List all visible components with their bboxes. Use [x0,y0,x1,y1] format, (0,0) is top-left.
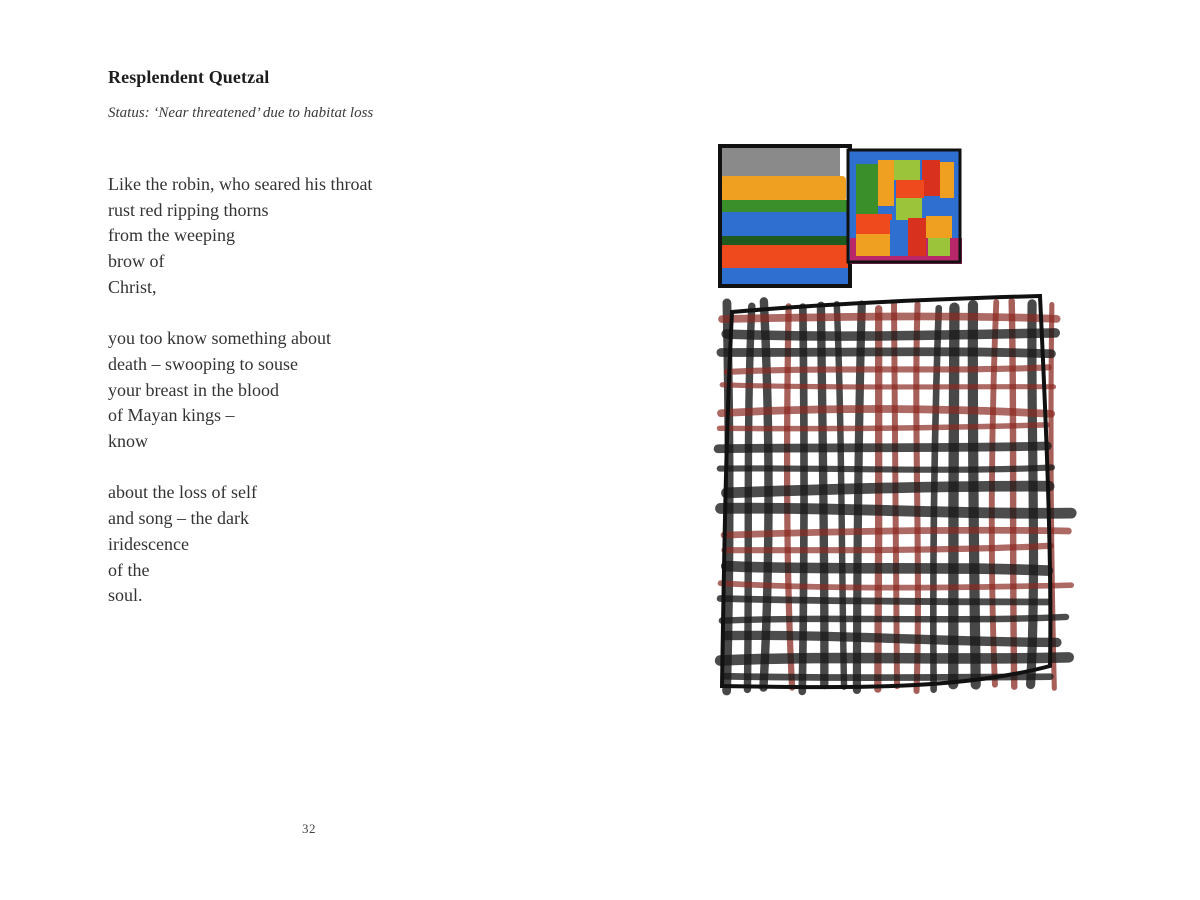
plaid-stroke [720,599,1049,602]
blue-band [720,212,848,238]
patch [926,216,952,238]
poem-line: of Mayan kings – [108,405,235,426]
plaid-stroke [727,367,1049,372]
poem-line: soul. [108,585,143,606]
poem-line: brow of [108,251,165,272]
green-band [720,200,848,214]
striped-block-illustration [720,146,852,286]
stanza [108,326,372,455]
patch [856,164,878,214]
poem-line: Like the robin, who seared his throat [108,174,373,194]
patch [894,160,920,180]
plaid-stroke [1012,301,1015,687]
patch [908,218,926,256]
plaid-stroke [1031,304,1034,685]
stanza [108,172,372,301]
patch [856,214,892,234]
plaid-stroke [721,352,1052,354]
plaid-stroke [722,617,1066,621]
poem-line: you too know something about [108,328,331,349]
patch [922,160,940,196]
poem-status: Status: ‘Near threatened’ due to habitat loss [108,105,374,121]
grey-band [720,146,840,178]
illustration [700,130,1100,710]
poem-line: rust red ripping thorns [108,199,269,220]
poem-line: Christ, [108,276,157,297]
patch [878,160,894,206]
patch [922,198,954,216]
plaid-stroke [878,309,879,689]
patchwork-block-illustration [848,150,962,264]
page-number: 32 [302,821,316,836]
plaid-stroke [916,305,918,691]
poem-line: from the weeping [108,225,235,246]
patch [940,162,954,200]
patch [896,198,922,220]
blue-bottom-band [720,268,852,286]
red-orange-band [720,245,850,269]
plaid-stroke [821,306,824,685]
plaid-stroke [953,308,954,685]
poem-line: and song – the dark [108,508,249,529]
plaid-stroke [894,303,897,686]
dark-green-band [722,236,848,246]
plaid-stroke [722,385,1053,387]
patch [856,234,890,256]
poem-body [108,172,372,635]
plaid-stroke [726,566,1048,570]
plaid-block-illustration [718,296,1071,691]
patch [890,220,908,256]
poem-line: iridescence [108,533,189,554]
plaid-stroke [720,657,1069,660]
plaid-stroke [857,305,862,690]
stanza [108,480,372,609]
poem-line: your breast in the blood [108,379,279,400]
plaid-stroke [726,333,1055,336]
poem-line: of the [108,559,150,580]
plaid-stroke [720,467,1052,469]
poem-title: Resplendent Quetzal [108,67,270,87]
orange-band [720,176,846,202]
plaid-stroke [718,446,1047,449]
poem-line: death – swooping to souse [108,353,298,374]
poem-line: about the loss of self [108,482,257,503]
plaid-stroke [722,316,1057,319]
plaid-stroke [973,305,976,685]
patch [896,180,924,198]
plaid-stroke [721,508,1072,513]
patch [928,238,950,256]
poem-line: know [108,431,148,452]
